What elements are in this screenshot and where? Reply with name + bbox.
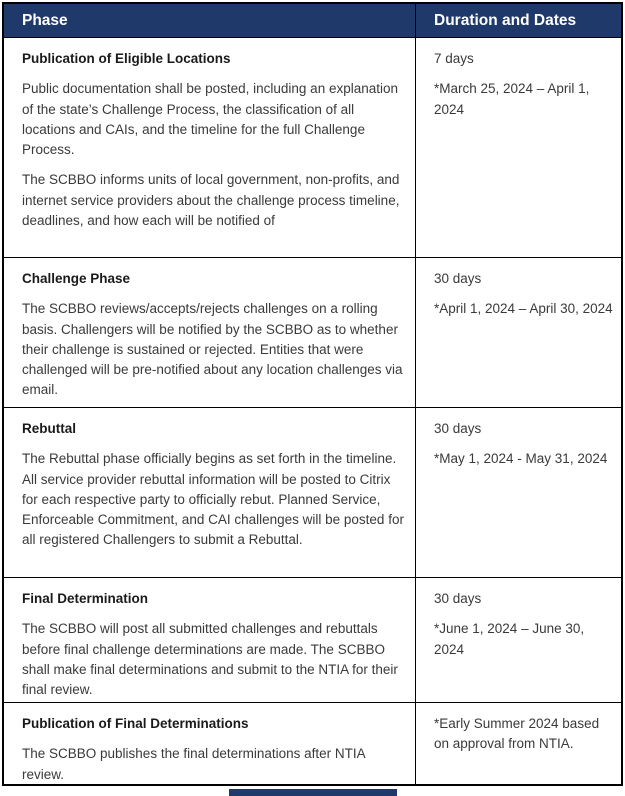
phase-title: Publication of Final Determinations (22, 716, 249, 731)
column-header-phase (4, 4, 415, 38)
dates-value: *Early Summer 2024 based on approval from NTIA. (434, 716, 600, 752)
duration-value: 30 days (434, 271, 482, 286)
table-row-duration-cell (415, 578, 621, 703)
column-header-phase-label: Phase (22, 11, 68, 29)
table-row-phase-cell (4, 408, 415, 578)
dates-value: *April 1, 2024 – April 30, 2024 (434, 301, 613, 317)
table-row-duration-cell (415, 408, 621, 578)
phase-title: Rebuttal (22, 421, 76, 436)
dates-value: *June 1, 2024 – June 30, 2024 (434, 621, 585, 657)
phase-description: Public documentation shall be posted, including an explanation of the state’s Challenge Process, the classification of all locations and CAIs, and the timeline for the full Challenge Process. (22, 81, 399, 157)
challenge-process-table (2, 2, 623, 786)
column-header-duration-label: Duration and Dates (434, 11, 577, 29)
phase-description: The Rebuttal phase officially begins as set forth in the timeline. All service provider rebuttal information will be posted to Citrix for each respective party to officially rebut. Planned Service, Enforceable Commitment, and CAI challenges will be posted for all registered Challengers to submit a Rebuttal. (22, 451, 404, 548)
next-page-table-header-fragment (229, 789, 397, 796)
phase-title: Final Determination (22, 591, 149, 606)
table-row-phase-cell (4, 703, 415, 784)
table-row-duration-cell (415, 703, 621, 784)
phase-description: The SCBBO publishes the final determinations after NTIA review. (22, 746, 365, 782)
phase-description: The SCBBO reviews/accepts/rejects challenges on a rolling basis. Challengers will be notified by the SCBBO as to whether their challenge is sustained or rejected. Entities that were challenged will be pre-notified about any location challenges via email. (22, 301, 403, 398)
dates-value: *March 25, 2024 – April 1, 2024 (434, 81, 590, 117)
phase-description: The SCBBO will post all submitted challenges and rebuttals before final challenge determinations are made. The SCBBO shall make final determinations and submit to the NTIA for their final review. (22, 621, 398, 697)
duration-value: 7 days (434, 51, 474, 66)
phase-title: Challenge Phase (22, 271, 131, 286)
duration-value: 30 days (434, 421, 482, 436)
duration-value: 30 days (434, 591, 482, 606)
dates-value: *May 1, 2024 - May 31, 2024 (434, 451, 608, 467)
table-row-phase-cell (4, 578, 415, 703)
column-header-duration (415, 4, 621, 38)
phase-title: Publication of Eligible Locations (22, 51, 231, 66)
phase-description: The SCBBO informs units of local government, non-profits, and internet service providers about the challenge process timeline, deadlines, and how each will be notified of (22, 172, 400, 228)
table-row-phase-cell (4, 258, 415, 408)
table-row-phase-cell (4, 38, 415, 258)
table-row-duration-cell (415, 258, 621, 408)
table-row-duration-cell (415, 38, 621, 258)
